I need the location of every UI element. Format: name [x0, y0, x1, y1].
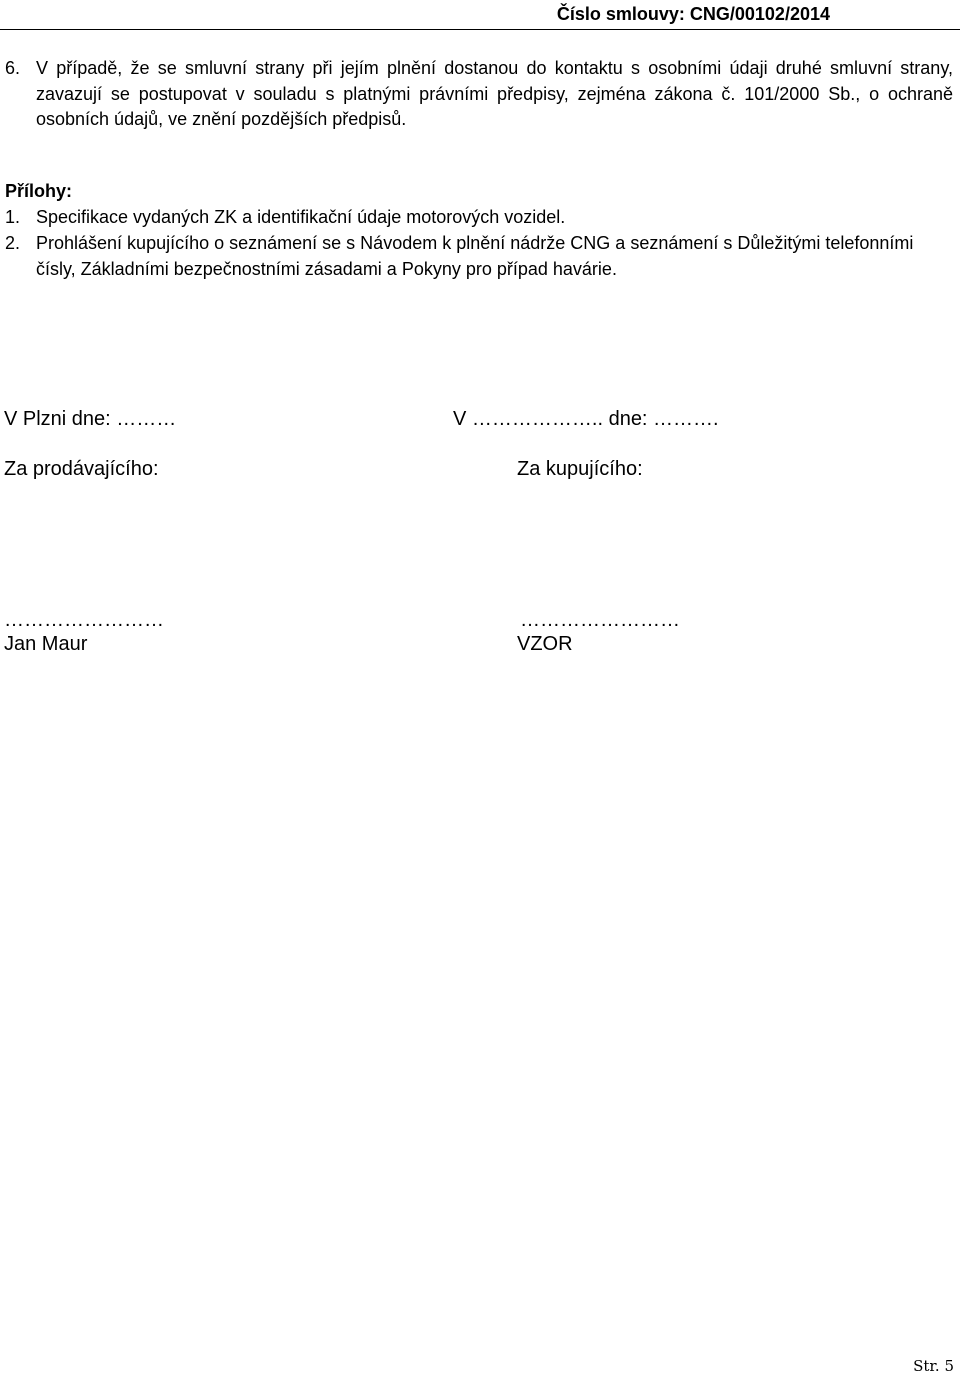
- clause-6-text: V případě, že se smluvní strany při jejím plnění dostanou do kontaktu s osobními údaji druhé smluvní strany, zavazují se postupovat v souladu s platnými právními předpisy, zejména zákona č. 101/2000 Sb., o ochraně osobních údajů, ve znění pozdějších předpisů.: [36, 58, 953, 129]
- seller-place-date: V Plzni dne: ………: [4, 408, 177, 430]
- attachment-2-number: 2.: [5, 233, 21, 253]
- attachment-2-text: Prohlášení kupujícího o seznámení se s Návodem k plnění nádrže CNG a seznámení s Důležitými telefonními čísly, Základními bezpečnostními zásadami a Pokyny pro případ havárie.: [36, 233, 914, 279]
- seller-signature-line: ……………………: [4, 609, 164, 631]
- page-number: Str. 5: [913, 1357, 954, 1375]
- clause-6-number: 6.: [5, 58, 21, 78]
- seller-label: Za prodávajícího:: [4, 458, 159, 480]
- contract-number: Číslo smlouvy: CNG/00102/2014: [556, 4, 830, 24]
- seller-name: Jan Maur: [4, 633, 88, 655]
- attachment-1-text: Specifikace vydaných ZK a identifikační údaje motorových vozidel.: [36, 207, 566, 227]
- attachment-item-1: [5, 205, 955, 231]
- header-rule: [0, 29, 960, 30]
- attachments-title: Přílohy:: [5, 181, 73, 201]
- buyer-label: Za kupujícího:: [517, 458, 643, 480]
- attachment-item-2: [5, 231, 955, 282]
- buyer-place-date: V ……………….. dne: ……….: [453, 408, 719, 430]
- buyer-name: VZOR: [517, 633, 573, 655]
- clause-6: [5, 56, 955, 133]
- buyer-signature-line: ……………………: [520, 609, 680, 631]
- attachment-1-number: 1.: [5, 207, 21, 227]
